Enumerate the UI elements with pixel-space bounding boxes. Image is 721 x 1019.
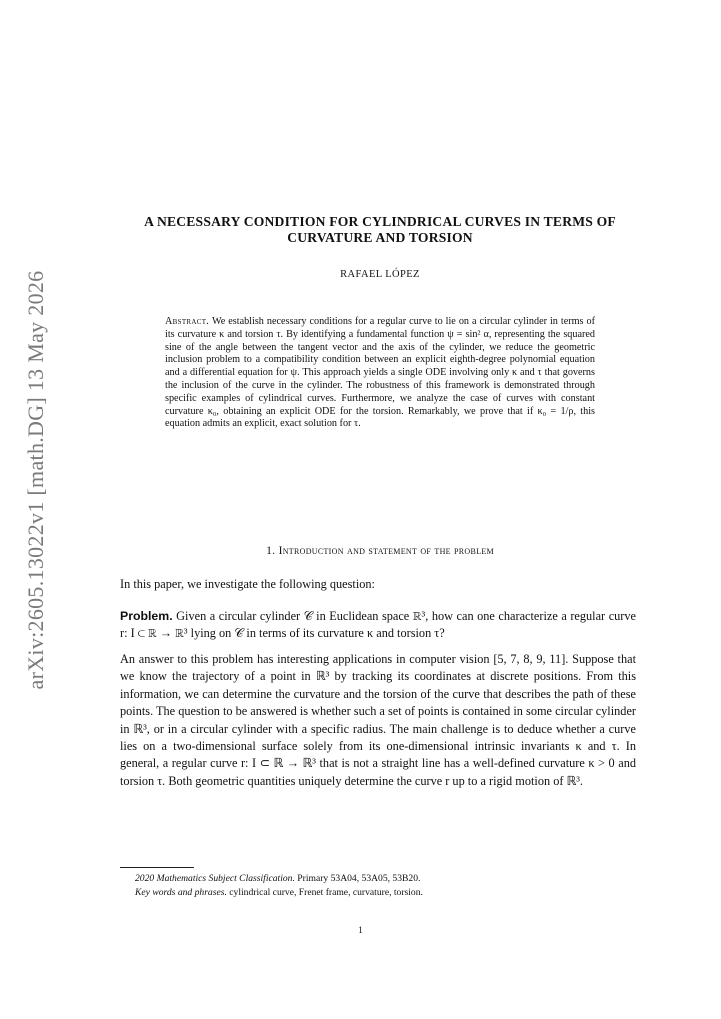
problem-label: Problem.: [120, 609, 173, 623]
section-heading: 1. Introduction and statement of the problem: [266, 544, 494, 557]
keywords-footnote: [120, 886, 636, 900]
page-number: 1: [358, 926, 363, 936]
problem-statement: [120, 608, 636, 643]
msc-label: 2020 Mathematics Subject Classification.: [135, 873, 295, 884]
abstract-heading: Abstract.: [165, 316, 210, 327]
author-name: RAFAEL LÓPEZ: [340, 269, 420, 280]
abstract-block: [165, 316, 595, 431]
problem-text: Given a circular cylinder 𝒞 in Euclidean space ℝ³, how can one characterize a regular curve r: I ⊂ ℝ → ℝ³ lying on 𝒞 in terms of its curvature κ and torsion τ?: [120, 609, 636, 641]
keywords-text: cylindrical curve, Frenet frame, curvature, torsion.: [229, 886, 423, 898]
footnote-divider: [120, 867, 194, 868]
keywords-label: Key words and phrases.: [135, 886, 227, 898]
msc-text: Primary 53A04, 53A05, 53B20.: [297, 873, 421, 884]
footnotes: [120, 872, 636, 899]
intro-paragraph: In this paper, we investigate the following question:: [120, 577, 375, 591]
answer-paragraph: An answer to this problem has interesting applications in computer vision [5, 7, 8, 9, 11]. Suppose that we know the trajectory of a point in ℝ³ by tracking its coordinates at discrete positions. From this information, we can determine the curvature and the torsion of the curve that describes the path of these points. The question to be answered is whether such a set of points is contained in some circular cylinder in ℝ³, or in a circular cylinder with a specific radius. The main challenge is to deduce whether a curve lies on a two-dimensional surface solely from its one-dimensional intrinsic invariants κ and τ. In general, a regular curve r: I ⊂ ℝ → ℝ³ that is not a straight line has a well-defined curvature κ > 0 and torsion τ. Both geometric quantities uniquely determine the curve r up to a rigid motion of ℝ³.: [120, 652, 636, 788]
paper-title: A NECESSARY CONDITION FOR CYLINDRICAL CURVES IN TERMS OF CURVATURE AND TORSION: [144, 214, 616, 245]
msc-footnote: [120, 872, 636, 886]
abstract-text: We establish necessary conditions for a regular curve to lie on a circular cylinder in terms of its curvature κ and torsion τ. By identifying a fundamental function ψ = sin² α, representing the squared sine of the angle between the tangent vector and the axis of the cylinder, we reduce the geometric inclusion problem to a compatibility condition between an explicit eighth-degree polynomial equation and a differential equation for ψ. This approach yields a single ODE involving only κ and τ that governs the inclusion of the curve in the cylinder. The robustness of this framework is demonstrated through specific examples of cylindrical curves. Furthermore, we analyze the case of curves with constant curvature κ₀, obtaining an explicit ODE for the torsion. Remarkably, we prove that if κ₀ = 1/ρ, this equation admits an explicit, exact solution for τ.: [165, 316, 595, 430]
arxiv-identifier-stamp[interactable]: arXiv:2605.13022v1 [math.DG] 13 May 2026: [23, 270, 48, 690]
